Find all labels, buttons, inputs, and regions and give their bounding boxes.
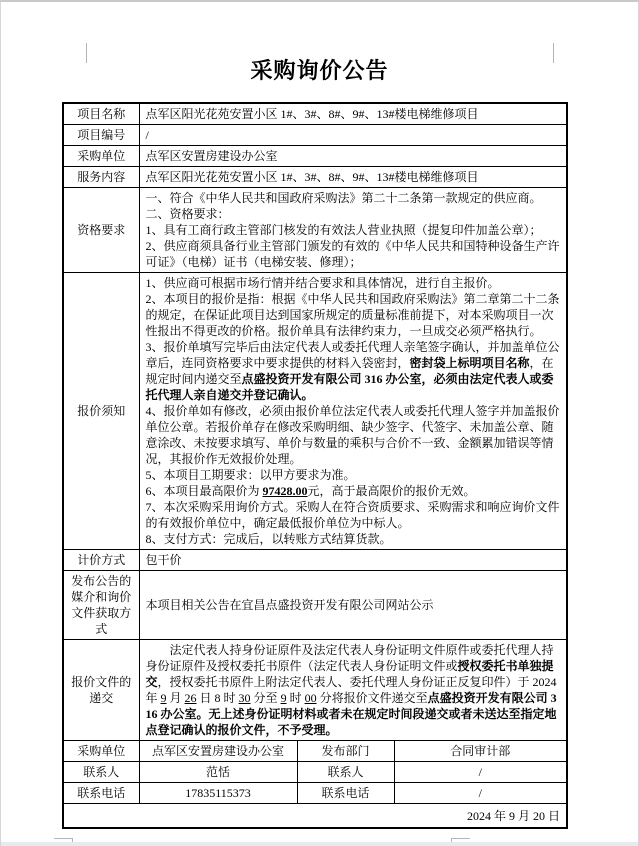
quote-notes-label: 报价须知	[63, 273, 139, 550]
quote-note-item: 6、本项目最高限价为 97428.00元，高于最高限价的报价无效。	[145, 484, 476, 498]
submission-paragraph: 法定代表人持身份证原件及法定代表人身份证明文件原件或委托代理人持身份证原件及授权委托书原件（法定代表人身份证明文件或授权委托书单独提交，授权委托书原件上附法定代表人、委托代理人身份证正反复印件）于 2024 年 9 月 26 日 8 时 30 分至 9 时 00 分将报价文件递交至点盛投资开发有限公司 316 办公室。无上述身份证明材料或者未在规定时间段递交或者未送达至指定地点登记确认的报价文件，不予受理。	[145, 643, 557, 737]
qualification-value	[139, 188, 567, 273]
footer-contact-row	[63, 762, 567, 783]
project-number-row	[63, 125, 567, 146]
date-row	[63, 804, 567, 829]
footer-publish-dept-value: 合同审计部	[394, 741, 567, 762]
text-boundary-mark-top-right	[553, 43, 554, 63]
qualification-line: 二、资格要求：	[145, 207, 230, 221]
footer-phone-label: 联系电话	[63, 783, 139, 804]
footer-phone-number: 17835115373	[139, 783, 297, 804]
page-bottom-edge	[1, 842, 638, 846]
page-title: 采购询价公告	[250, 58, 389, 83]
pricing-method-label: 计价方式	[63, 550, 139, 571]
text-boundary-mark-top-left	[86, 43, 87, 63]
qualification-line: 2、供应商须具备行业主管部门颁发的有效的《中华人民共和国特种设备生产许可证》（电梯）证书（电梯安装、修理）；	[145, 239, 560, 269]
quote-notes-value	[139, 273, 567, 550]
project-number-value: /	[139, 125, 567, 146]
footer-contact-name: 范恬	[139, 762, 297, 783]
announcement-media-row	[63, 571, 567, 640]
purchaser-value: 点军区安置房建设办公室	[139, 146, 567, 167]
footer-purchaser-row	[63, 741, 567, 762]
quote-notes-row	[63, 273, 567, 550]
footer-phone2-value: /	[394, 783, 567, 804]
service-content-row	[63, 167, 567, 188]
announcement-media-label: 发布公告的媒介和询价文件获取方式	[63, 571, 139, 640]
quote-note-item: 2、本项目的报价是指：根据《中华人民共和国政府采购法》第二章第二十二条的规定，在保证此项目达到国家所规定的质量标准前提下，对本采购项目一次性报出不得更改的价格。报价单具有法律约束力，一旦成交必须严格执行。	[145, 292, 560, 338]
project-name-row	[63, 103, 567, 125]
submission-value	[139, 640, 567, 741]
footer-purchaser-value: 点军区安置房建设办公室	[139, 741, 297, 762]
announcement-media-value: 本项目相关公告在宜昌点盛投资开发有限公司网站公示	[139, 571, 567, 640]
project-name-value: 点军区阳光花苑安置小区 1#、3#、8#、9#、13#楼电梯维修项目	[139, 103, 567, 125]
submission-label: 报价文件的递交	[63, 640, 139, 741]
submission-row	[63, 640, 567, 741]
pricing-method-row	[63, 550, 567, 571]
purchaser-row	[63, 146, 567, 167]
service-content-label: 服务内容	[63, 167, 139, 188]
qualification-line: 1、具有工商行政主管部门核发的有效法人营业执照（提复印件加盖公章）；	[145, 223, 542, 237]
footer-phone2-label: 联系电话	[297, 783, 394, 804]
quote-note-item: 8、支付方式：完成后，以转账方式结算货款。	[145, 532, 392, 546]
quote-note-item: 5、本项目工期要求：以甲方要求为准。	[145, 468, 356, 482]
announcement-table	[62, 102, 568, 829]
quote-note-item: 4、报价单如有修改，必须由报价单位法定代表人或委托代理人签字并加盖报价单位公章。若报价单存在修改采购明细、缺少签字、代签字、未加盖公章、随意涂改、未按要求填写、单价与数量的乘积与合价不一致、金额累加错误等情况，其报价作无效报价处理。	[145, 404, 560, 466]
qualification-line: 一、符合《中华人民共和国政府采购法》第二十二条第一款规定的供应商。	[145, 191, 542, 205]
pricing-method-value: 包干价	[139, 550, 567, 571]
service-content-value: 点军区阳光花苑安置小区 1#、3#、8#、9#、13#楼电梯维修项目	[139, 167, 567, 188]
quote-note-item: 1、供应商可根据市场行情并结合要求和具体情况，进行自主报价。	[145, 276, 500, 290]
project-name-label: 项目名称	[63, 103, 139, 125]
footer-contact2-label: 联系人	[297, 762, 394, 783]
quote-note-item: 7、本次采购采用询价方式。采购人在符合资质要求、采购需求和响应询价文件的有效报价单位中，确定最低报价单位为中标人。	[145, 500, 560, 530]
announcement-date: 2024 年 9 月 20 日	[63, 804, 567, 829]
project-number-label: 项目编号	[63, 125, 139, 146]
footer-contact-label: 联系人	[63, 762, 139, 783]
footer-purchaser-label: 采购单位	[63, 741, 139, 762]
footer-contact2-value: /	[394, 762, 567, 783]
qualification-row	[63, 188, 567, 273]
footer-publish-dept-label: 发布部门	[297, 741, 394, 762]
purchaser-label: 采购单位	[63, 146, 139, 167]
quote-note-item: 3、报价单填写完毕后由法定代表人或委托代理人亲笔签字确认，并加盖单位公章后，连同资格要求中要求提供的材料入袋密封，密封袋上标明项目名称，在规定时间内递交至点盛投资开发有限公司 316 办公室，必须由法定代表人或委托代理人亲自递交并登记确认。	[145, 340, 560, 402]
qualification-label: 资格要求	[63, 188, 139, 273]
footer-phone-row	[63, 783, 567, 804]
